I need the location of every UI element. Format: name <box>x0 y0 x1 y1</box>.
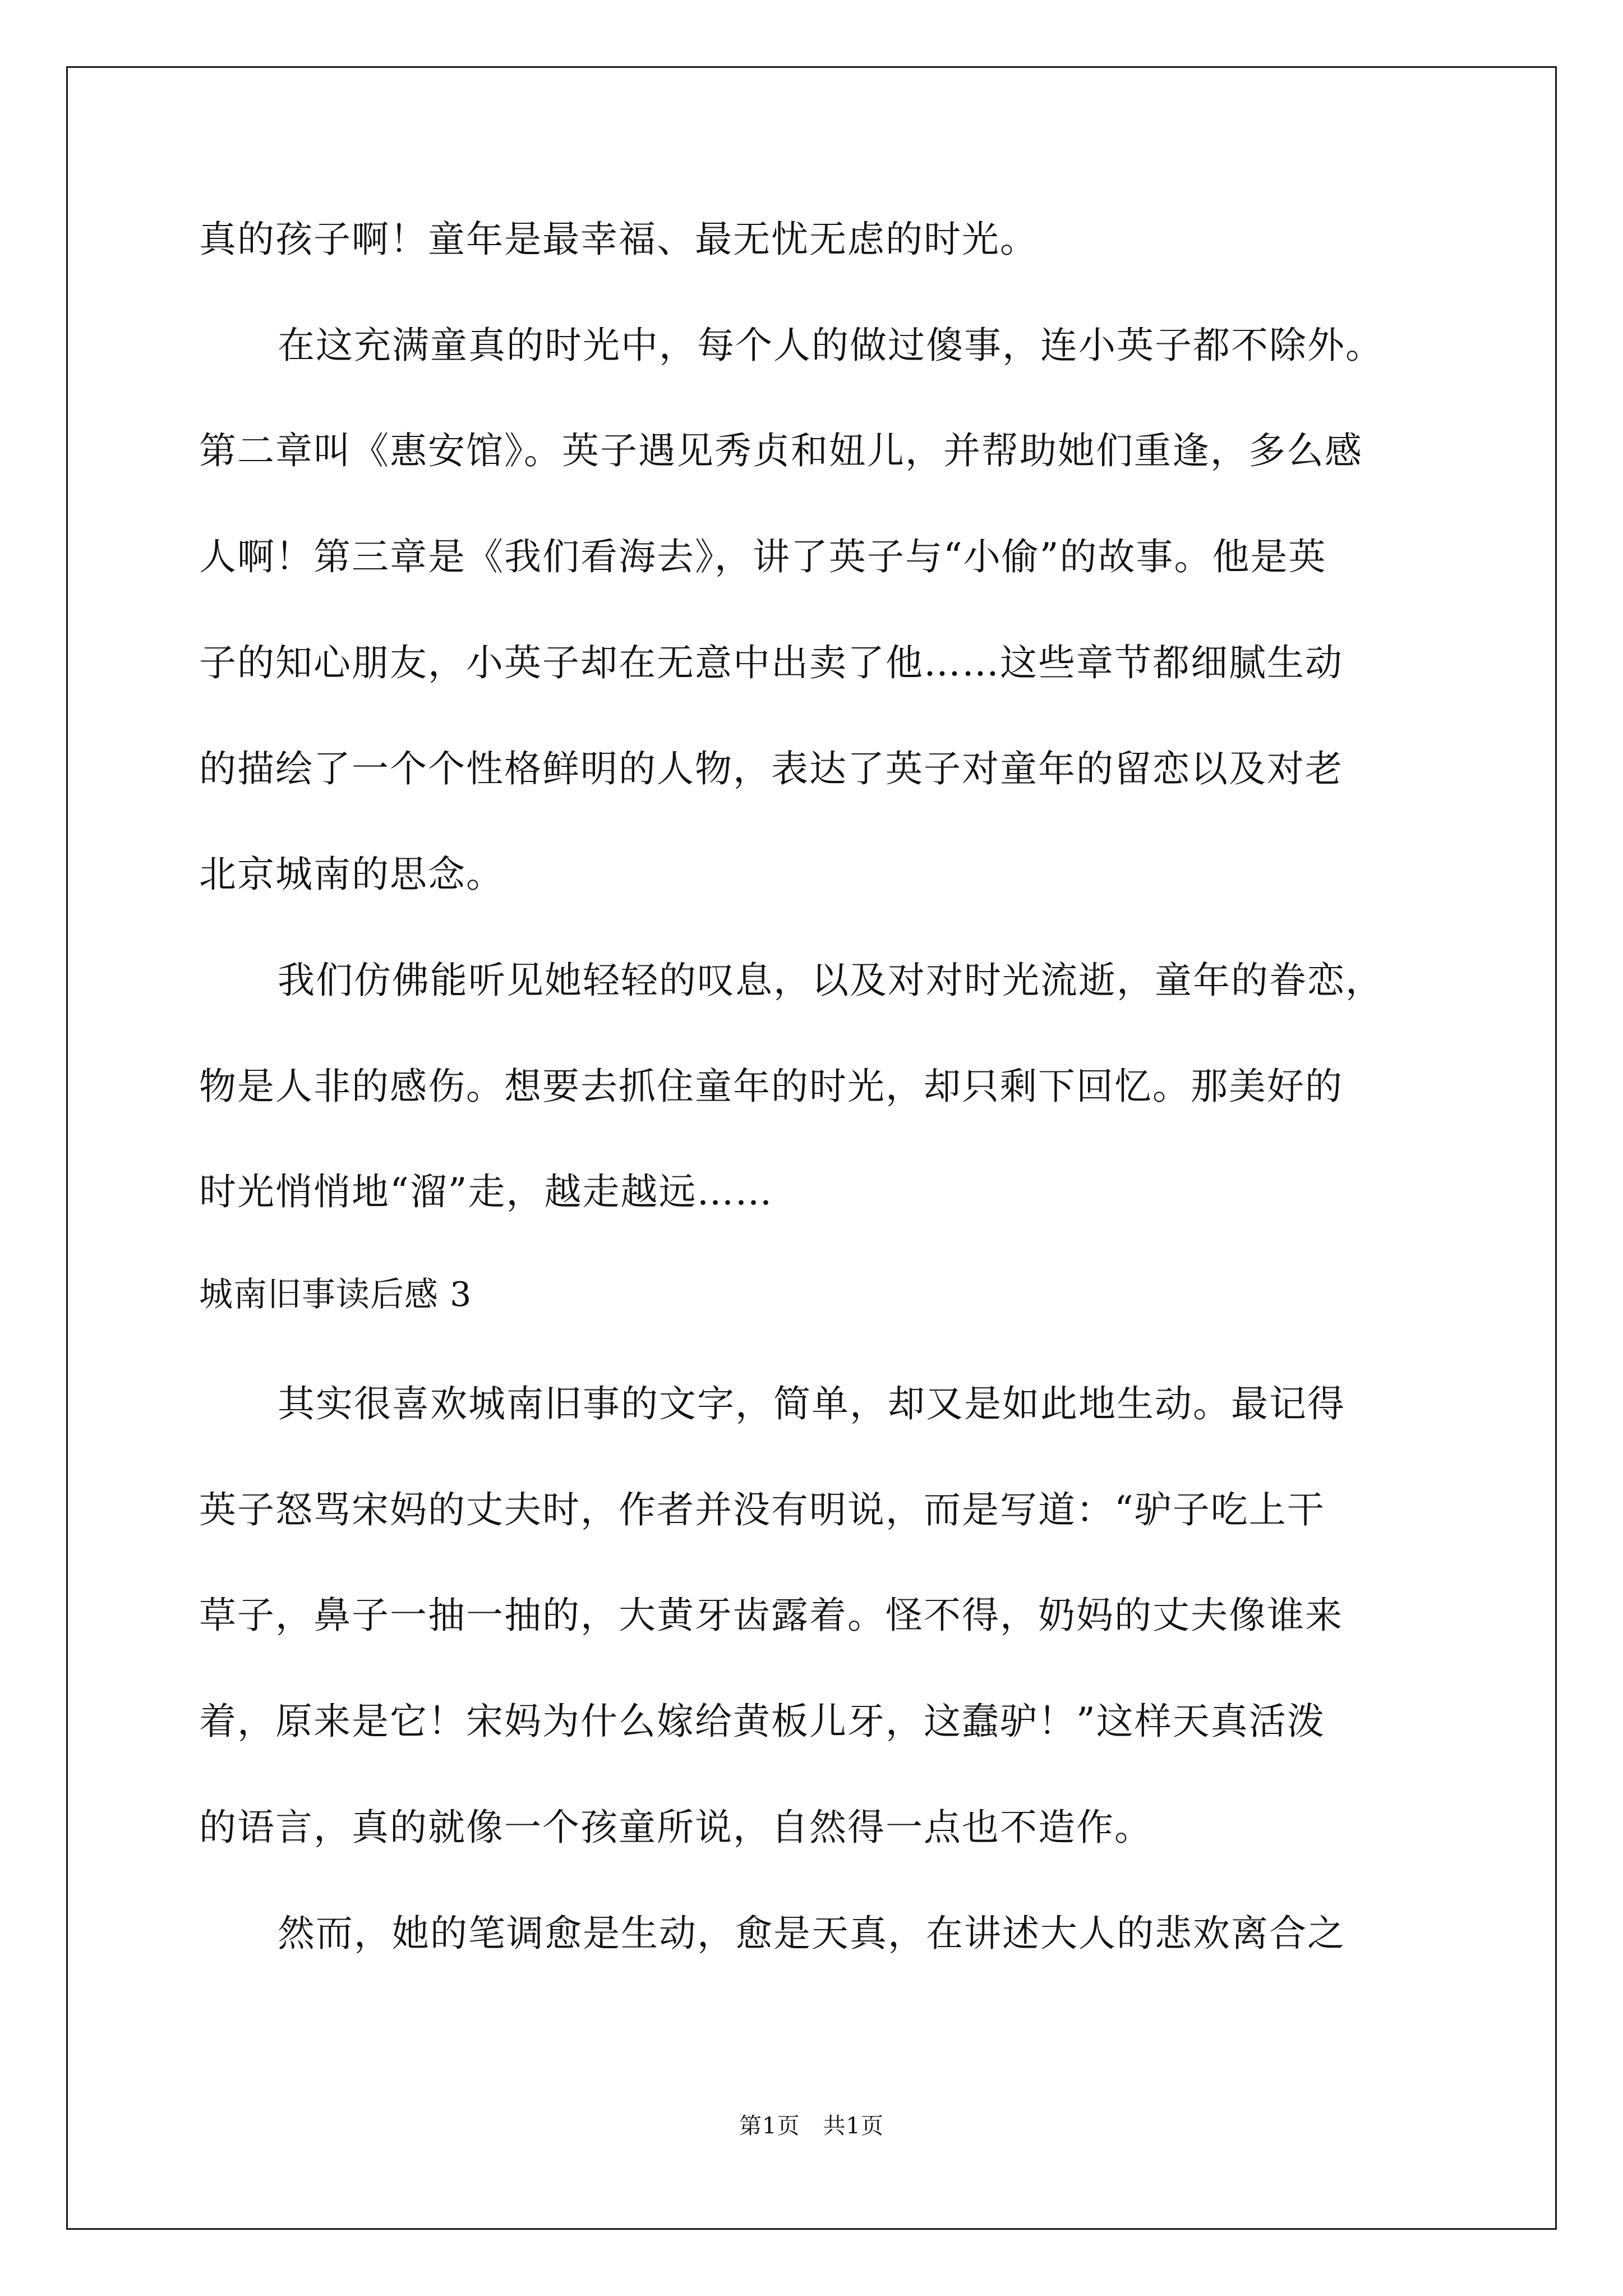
paragraph-start-line: 其实很喜欢城南旧事的文字，简单，却又是如此地生动。最记得 <box>278 1382 1345 1425</box>
text-line: 第二章叫《惠安馆》。英子遇见秀贞和妞儿，并帮助她们重逢，多么感 <box>199 429 1363 472</box>
paragraph-start-line: 我们仿佛能听见她轻轻的叹息，以及对对时光流逝，童年的眷恋， <box>278 959 1384 1002</box>
text-line: 英子怒骂宋妈的丈夫时，作者并没有明说，而是写道：“驴子吃上干 <box>199 1488 1325 1531</box>
text-line: 着，原来是它！宋妈为什么嫁给黄板儿牙，这蠢驴！”这样天真活泼 <box>199 1700 1325 1743</box>
page-number-footer: 第1页 共1页 <box>739 2113 884 2139</box>
page-border <box>66 66 1557 2230</box>
text-line: 草子，鼻子一抽一抽的，大黄牙齿露着。怪不得，奶妈的丈夫像谁来 <box>199 1594 1343 1637</box>
text-line: 子的知心朋友，小英子却在无意中出卖了他……这些章节都细腻生动 <box>199 641 1343 684</box>
text-line: 时光悄悄地“溜”走，越走越远…… <box>199 1170 773 1213</box>
text-line: 真的孩子啊！童年是最幸福、最无忧无虑的时光。 <box>199 218 1038 261</box>
text-line: 物是人非的感伤。想要去抓住童年的时光，却只剩下回忆。那美好的 <box>199 1065 1343 1108</box>
text-line: 的描绘了一个个性格鲜明的人物，表达了英子对童年的留恋以及对老 <box>199 747 1343 790</box>
text-line: 北京城南的思念。 <box>199 853 504 896</box>
text-line: 的语言，真的就像一个孩童所说，自然得一点也不造作。 <box>199 1806 1152 1849</box>
text-line: 人啊！第三章是《我们看海去》，讲了英子与“小偷”的故事。他是英 <box>199 535 1327 578</box>
section-heading: 城南旧事读后感 3 <box>199 1275 472 1314</box>
paragraph-start-line: 然而，她的笔调愈是生动，愈是天真，在讲述大人的悲欢离合之 <box>278 1912 1345 1955</box>
paragraph-start-line: 在这充满童真的时光中，每个人的做过傻事，连小英子都不除外。 <box>278 324 1384 367</box>
